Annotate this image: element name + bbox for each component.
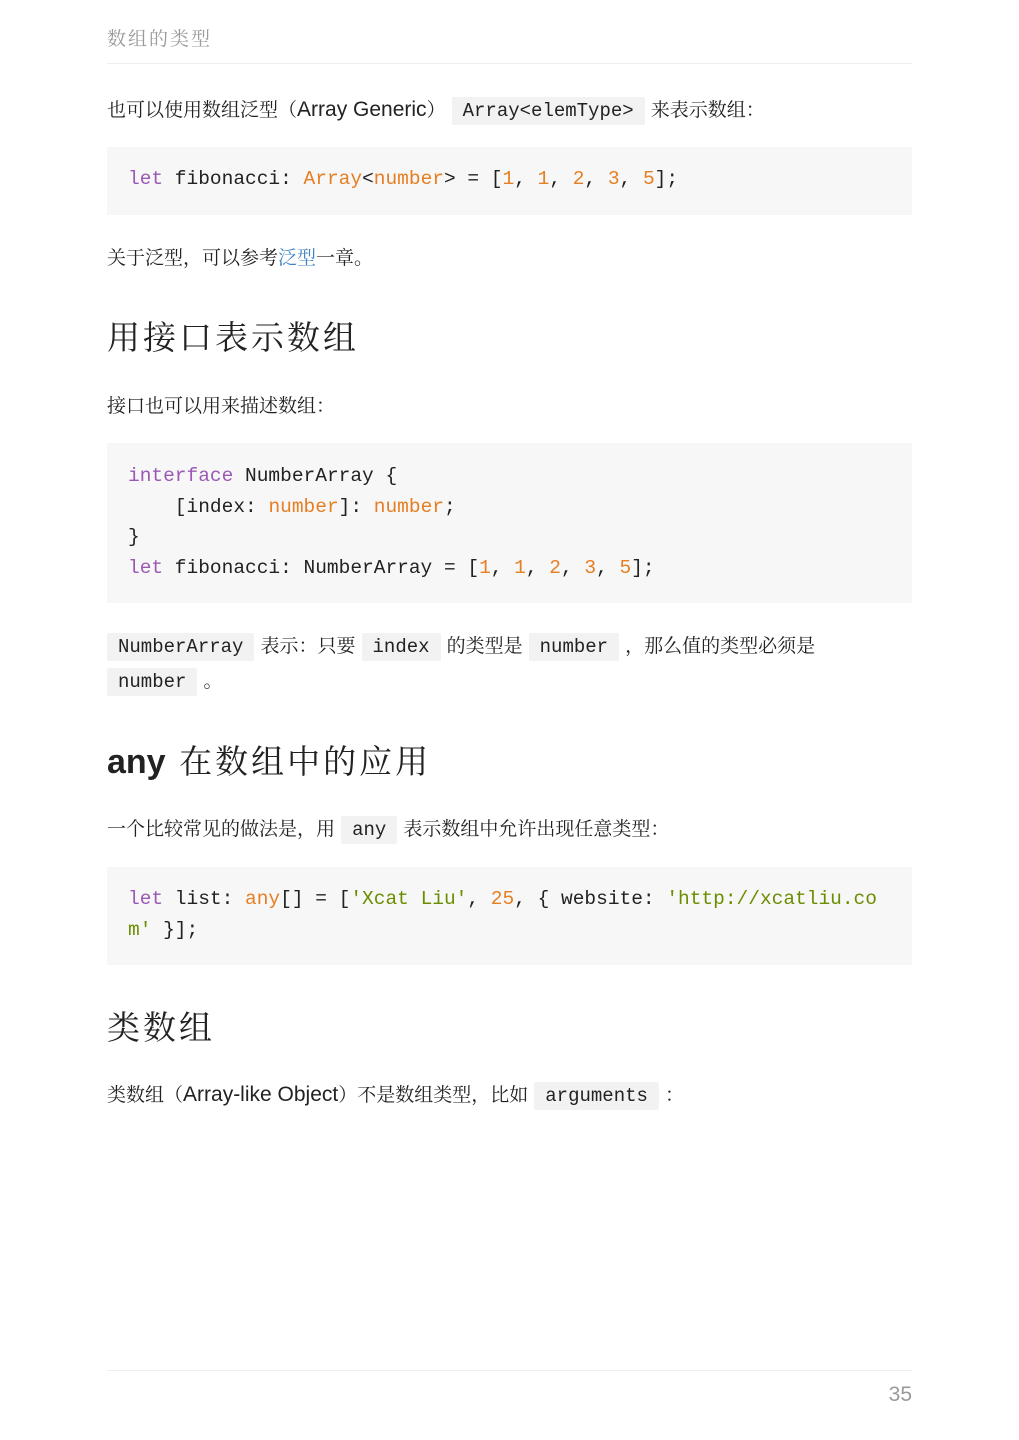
interface-note-paragraph xyxy=(107,629,912,699)
code-block-interface xyxy=(107,443,912,603)
heading-latin-any: any xyxy=(107,743,166,781)
code-text: }]; xyxy=(151,918,199,941)
array-like-text: 类数组（ xyxy=(107,1084,184,1106)
number-literal: 5 xyxy=(619,556,632,579)
code-text: ]; xyxy=(631,556,655,579)
any-intro-paragraph xyxy=(107,812,912,847)
code-text: > = [ xyxy=(443,168,503,190)
page-number: 35 xyxy=(888,1383,912,1406)
generic-ref-suffix: 一章。 xyxy=(316,247,374,269)
intro-text: 也可以使用数组泛型（ xyxy=(107,99,298,121)
footer-divider xyxy=(107,1370,912,1371)
code-sep: , xyxy=(584,168,608,190)
code-block-array-generic xyxy=(107,147,912,215)
number-literal: 1 xyxy=(537,168,550,190)
any-intro-suffix: 表示数组中允许出现任意类型： xyxy=(403,818,670,840)
type-array: Array xyxy=(303,168,363,190)
code-text: [] = [ xyxy=(280,888,351,910)
intro-text-paren: ） xyxy=(426,99,446,121)
inline-code-numberarray: NumberArray xyxy=(107,633,254,661)
document-page xyxy=(107,0,912,1440)
string-literal: 'Xcat Liu' xyxy=(350,888,468,910)
array-like-paragraph xyxy=(107,1078,912,1113)
code-text: < xyxy=(362,168,374,190)
keyword-let: let xyxy=(128,888,164,910)
note-text: 表示：只要 xyxy=(260,635,356,657)
inline-code-array-elemtype: Array<elemType> xyxy=(452,97,645,125)
code-text: NumberArray { xyxy=(233,465,398,487)
generic-reference-paragraph xyxy=(107,241,912,275)
type-any: any xyxy=(245,888,281,910)
code-text: fibonacci: NumberArray = [ xyxy=(163,556,480,579)
generics-chapter-link[interactable]: 泛型 xyxy=(278,247,317,269)
code-text: [index: xyxy=(128,495,269,518)
any-intro-text: 一个比较常见的做法是，用 xyxy=(107,818,336,840)
inline-code-index: index xyxy=(362,633,441,661)
inline-code-number: number xyxy=(107,668,197,696)
code-block-any-array xyxy=(107,867,912,965)
intro-paragraph xyxy=(107,93,912,128)
inline-code-arguments: arguments xyxy=(534,1082,659,1110)
code-text: fibonacci: xyxy=(163,168,304,190)
section-heading-interface-array: 用接口表示数组 xyxy=(107,318,359,357)
inline-code-any: any xyxy=(341,816,397,844)
number-literal: 2 xyxy=(549,556,561,579)
number-literal: 3 xyxy=(584,556,597,579)
note-text: 的类型是 xyxy=(446,635,523,657)
array-like-suffix: ： xyxy=(664,1084,684,1106)
keyword-let: let xyxy=(128,168,164,190)
code-text: ]; xyxy=(654,168,679,190)
generic-ref-text: 关于泛型，可以参考 xyxy=(107,247,279,269)
code-text: ]: xyxy=(338,495,374,518)
code-text: , { website: xyxy=(514,888,667,910)
array-like-latin-term: Array-like Object xyxy=(183,1083,339,1106)
code-text: list: xyxy=(163,888,246,910)
intro-text-suffix: 来表示数组： xyxy=(650,99,765,121)
number-literal: 3 xyxy=(607,168,620,190)
code-sep: , xyxy=(596,556,620,579)
number-literal: 5 xyxy=(642,168,655,190)
code-sep: , xyxy=(514,168,538,190)
section-heading-array-like: 类数组 xyxy=(107,1008,215,1047)
code-text: , xyxy=(467,888,491,910)
code-text: ; xyxy=(443,495,456,518)
keyword-let: let xyxy=(128,556,164,579)
type-number: number xyxy=(373,495,444,518)
number-literal: 2 xyxy=(572,168,585,190)
number-literal: 25 xyxy=(490,888,515,910)
type-number: number xyxy=(268,495,339,518)
array-like-text: ）不是数组类型，比如 xyxy=(338,1084,529,1106)
running-header: 数组的类型 xyxy=(107,28,213,50)
intro-latin-term: Array Generic xyxy=(297,98,427,121)
number-literal: 1 xyxy=(514,556,526,579)
code-sep: , xyxy=(490,556,515,579)
note-text: 。 xyxy=(203,670,223,692)
type-number: number xyxy=(373,168,444,190)
string-literal: 'http://xcatliu.co xyxy=(666,888,877,910)
inline-code-number: number xyxy=(529,633,619,661)
code-sep: , xyxy=(525,556,550,579)
heading-text: 在数组中的应用 xyxy=(179,742,432,781)
note-text: ，那么值的类型必须是 xyxy=(625,635,816,657)
header-divider xyxy=(107,63,912,64)
string-literal: m' xyxy=(128,918,152,941)
number-literal: 1 xyxy=(479,556,491,579)
code-text: } xyxy=(128,526,140,548)
keyword-interface: interface xyxy=(128,465,234,487)
number-literal: 1 xyxy=(502,168,515,190)
code-sep: , xyxy=(560,556,585,579)
section-heading-any-in-array xyxy=(107,742,431,782)
code-sep: , xyxy=(549,168,573,190)
code-sep: , xyxy=(619,168,643,190)
interface-intro-paragraph: 接口也可以用来描述数组： xyxy=(107,395,336,417)
